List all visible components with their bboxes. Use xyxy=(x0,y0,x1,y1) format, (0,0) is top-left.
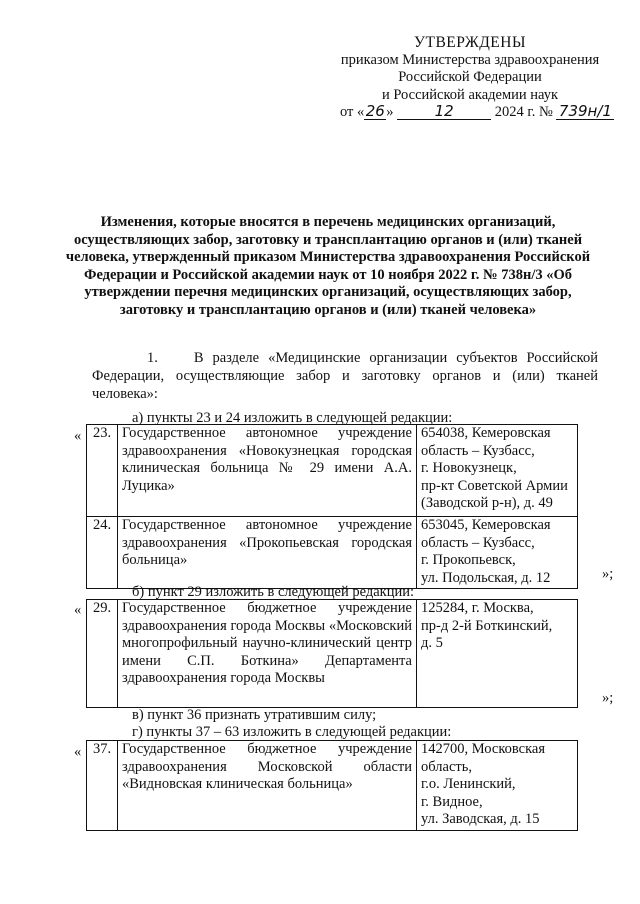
row-number: 29. xyxy=(87,600,118,708)
handwritten-month: 12 xyxy=(397,104,491,120)
date-prefix: от « xyxy=(340,104,365,120)
address-line: 653045, Кемеровская xyxy=(421,517,551,533)
organization-address xyxy=(417,425,578,517)
organization-address xyxy=(417,517,578,589)
address-line: д. 5 xyxy=(421,635,443,651)
row-number: 24. xyxy=(87,517,118,589)
organization-name: Государственное автономное учреждение здравоохранения «Прокопьевская городская больница» xyxy=(118,517,417,589)
organization-name: Государственное бюджетное учреждение здравоохранения Московской области «Видновская клиническая больница» xyxy=(118,741,417,831)
handwritten-order-number: 739н/1 xyxy=(556,104,614,120)
address-line: пр-кт Советской Армии xyxy=(421,477,568,494)
address-line: г. Новокузнецк, xyxy=(421,460,517,476)
subitem-g: г) пункты 37 – 63 изложить в следующей редакции: xyxy=(132,724,452,740)
handwritten-day: 26 xyxy=(365,102,385,120)
open-quote-g: « xyxy=(74,744,82,760)
address-line: 654038, Кемеровская xyxy=(421,425,551,441)
table-b xyxy=(86,599,578,708)
subitem-v: в) пункт 36 признать утратившим силу; xyxy=(132,707,377,723)
table-a xyxy=(86,424,578,589)
approval-heading: УТВЕРЖДЕНЫ xyxy=(414,34,526,51)
approval-line-3: и Российской академии наук xyxy=(381,86,559,103)
address-line: г. Видное, xyxy=(421,793,483,810)
close-quote-b: »; xyxy=(602,690,614,706)
year-and-number-label: 2024 г. № xyxy=(494,104,553,120)
row-number: 23. xyxy=(87,425,118,517)
table-row xyxy=(87,517,578,589)
organization-name: Государственное автономное учреждение здравоохранения «Новокузнецкая городская клиническая больница № 29 имени А.А. Луцика» xyxy=(118,425,417,517)
address-line: 125284, г. Москва, xyxy=(421,600,534,616)
organization-address xyxy=(417,741,578,831)
open-quote-b: « xyxy=(74,602,82,618)
table-row xyxy=(87,425,578,517)
table-row xyxy=(87,741,578,831)
subitem-b: б) пункт 29 изложить в следующей редакции: xyxy=(132,584,414,600)
approval-line-2: Российской Федерации xyxy=(398,69,542,85)
approval-line-1: приказом Министерства здравоохранения xyxy=(340,51,600,68)
address-line: область, xyxy=(421,758,472,775)
date-day-close: » xyxy=(386,104,394,120)
table-row xyxy=(87,600,578,708)
address-line: пр-д 2-й Боткинский, xyxy=(421,617,553,634)
paragraph-1 xyxy=(92,349,598,403)
address-line: г.о. Ленинский, xyxy=(421,776,516,792)
document-title: Изменения, которые вносятся в перечень медицинских организаций, осуществляющих забор, заготовку и трансплантацию органов и (или) тканей человека, утвержденный приказом Министерства здравоохранения Российской Федерации и Российской академии наук от 10 ноября 2022 г. № 738н/3 «Об утверждении перечня медицинских организаций, осуществляющих забор, заготовку и трансплантацию органов и (или) тканей человека» xyxy=(65,214,591,318)
table-g xyxy=(86,740,578,831)
organization-address xyxy=(417,600,578,708)
row-number: 37. xyxy=(87,741,118,831)
subitem-a: а) пункты 23 и 24 изложить в следующей редакции: xyxy=(132,410,453,426)
close-quote-a: »; xyxy=(602,566,614,582)
organization-name: Государственное бюджетное учреждение здравоохранения города Москвы «Московский многопрофильный научно-клинический центр имени С.П. Боткина» Департамента здравоохранения города Москвы xyxy=(118,600,417,708)
open-quote-a: « xyxy=(74,428,82,444)
address-line: ул. Заводская, д. 15 xyxy=(421,811,540,827)
approval-stamp xyxy=(330,34,610,104)
paragraph-1-text: 1. В разделе «Медицинские организации субъектов Российской Федерации, осуществляющие забор и заготовку органов и (или) тканей человека»: xyxy=(92,350,598,402)
address-line: область – Кузбасс, xyxy=(421,442,535,459)
order-date-line xyxy=(340,104,614,121)
address-line: область – Кузбасс, xyxy=(421,534,535,551)
address-line: (Заводской р-н), д. 49 xyxy=(421,495,553,511)
address-line: г. Прокопьевск, xyxy=(421,552,516,568)
address-line: 142700, Московская xyxy=(421,741,546,757)
address-line: ул. Подольская, д. 12 xyxy=(421,569,551,586)
